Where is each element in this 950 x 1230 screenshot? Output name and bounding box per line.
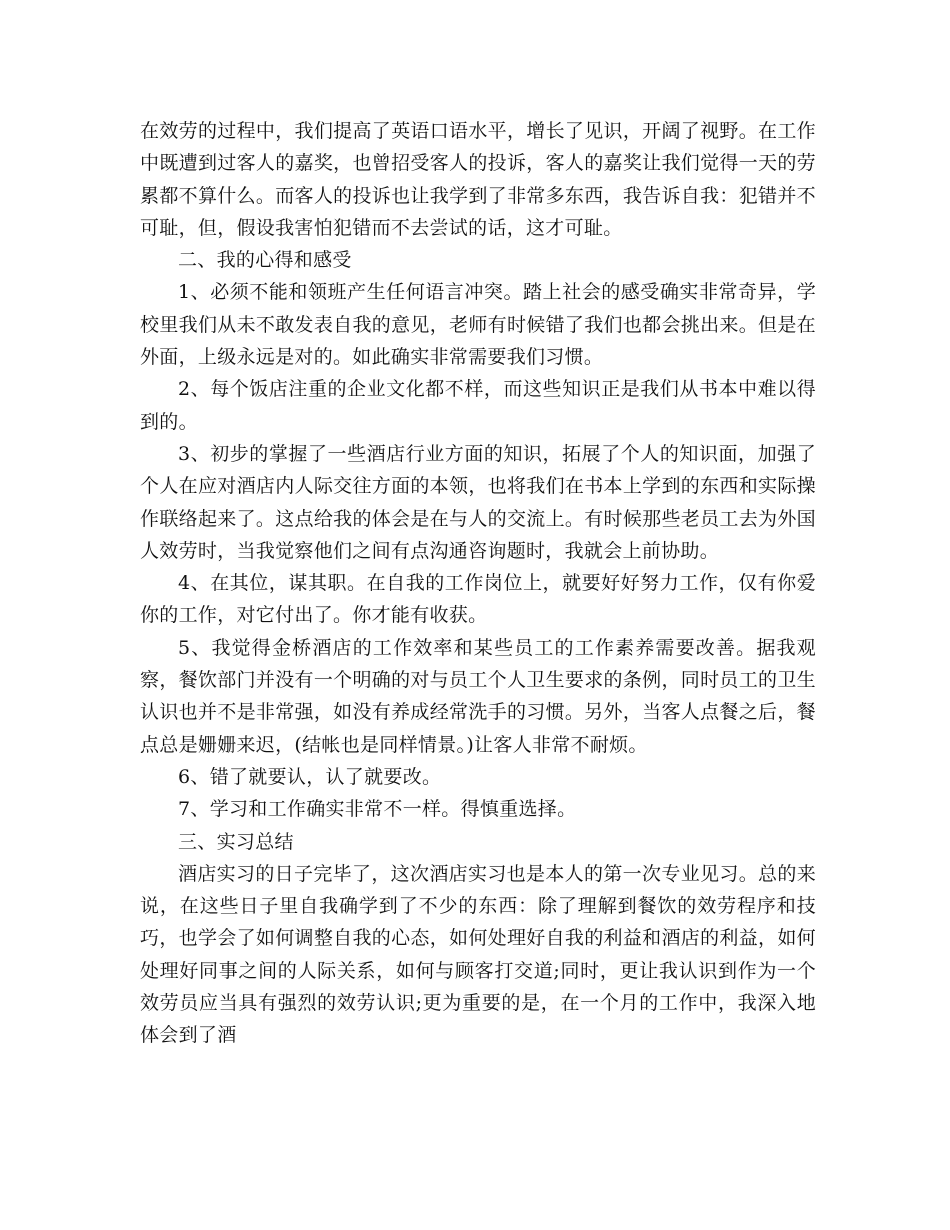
paragraph-point-6: 6、错了就要认，认了就要改。: [178, 765, 442, 788]
paragraph-service-experience: 在效劳的过程中，我们提高了英语口语水平，增长了见识，开阔了视野。在工作中既遭到过客人的嘉奖，也曾招受客人的投诉，客人的嘉奖让我们觉得一天的劳累都不算什么。而客人的投诉也让我学到了非常多东西，我告诉自我：犯错并不可耻，但，假设我害怕犯错而不去尝试的话，这才可耻。: [140, 120, 816, 239]
section-heading-insights: 二、我的心得和感受: [178, 249, 352, 272]
document-body: [140, 115, 816, 1052]
paragraph-point-5: 5、我觉得金桥酒店的工作效率和某些员工的工作素养需要改善。据我观察，餐饮部门并没有一个明确的对与员工个人卫生要求的条例，同时员工的卫生认识也并不是非常强，如没有养成经常洗手的习惯。另外，当客人点餐之后，餐点总是姗姗来迟，(结帐也是同样情景。)让客人非常不耐烦。: [140, 636, 816, 756]
section-heading-summary: 三、实习总结: [178, 830, 294, 853]
paragraph-point-4: 4、在其位，谋其职。在自我的工作岗位上，就要好好努力工作，仅有你爱你的工作，对它付出了。你才能有收获。: [140, 572, 816, 627]
paragraph-point-1: 1、必须不能和领班产生任何语言冲突。踏上社会的感受确实非常奇异，学校里我们从未不敢发表自我的意见，老师有时候错了我们也都会挑出来。但是在外面，上级永远是对的。如此确实非常需要我们习惯。: [140, 281, 816, 369]
paragraph-internship-summary: 酒店实习的日子完毕了，这次酒店实习也是本人的第一次专业见习。总的来说，在这些日子里自我确学到了不少的东西：除了理解到餐饮的效劳程序和技巧，也学会了如何调整自我的心态，如何处理好自我的利益和酒店的利益，如何处理好同事之间的人际关系，如何与顾客打交道;同时，更让我认识到作为一个效劳员应当具有强烈的效劳认识;更为重要的是，在一个月的工作中，我深入地体会到了酒: [140, 862, 816, 1047]
paragraph-point-3: 3、初步的掌握了一些酒店行业方面的知识，拓展了个人的知识面，加强了个人在应对酒店内人际交往方面的本领，也将我们在书本上学到的东西和实际操作联络起来了。这点给我的体会是在与人的交流上。有时候那些老员工去为外国人效劳时，当我觉察他们之间有点沟通咨询题时，我就会上前协助。: [140, 442, 816, 562]
paragraph-point-7: 7、学习和工作确实非常不一样。得慎重选择。: [178, 798, 577, 821]
paragraph-point-2: 2、每个饭店注重的企业文化都不样，而这些知识正是我们从书本中难以得到的。: [140, 378, 816, 433]
